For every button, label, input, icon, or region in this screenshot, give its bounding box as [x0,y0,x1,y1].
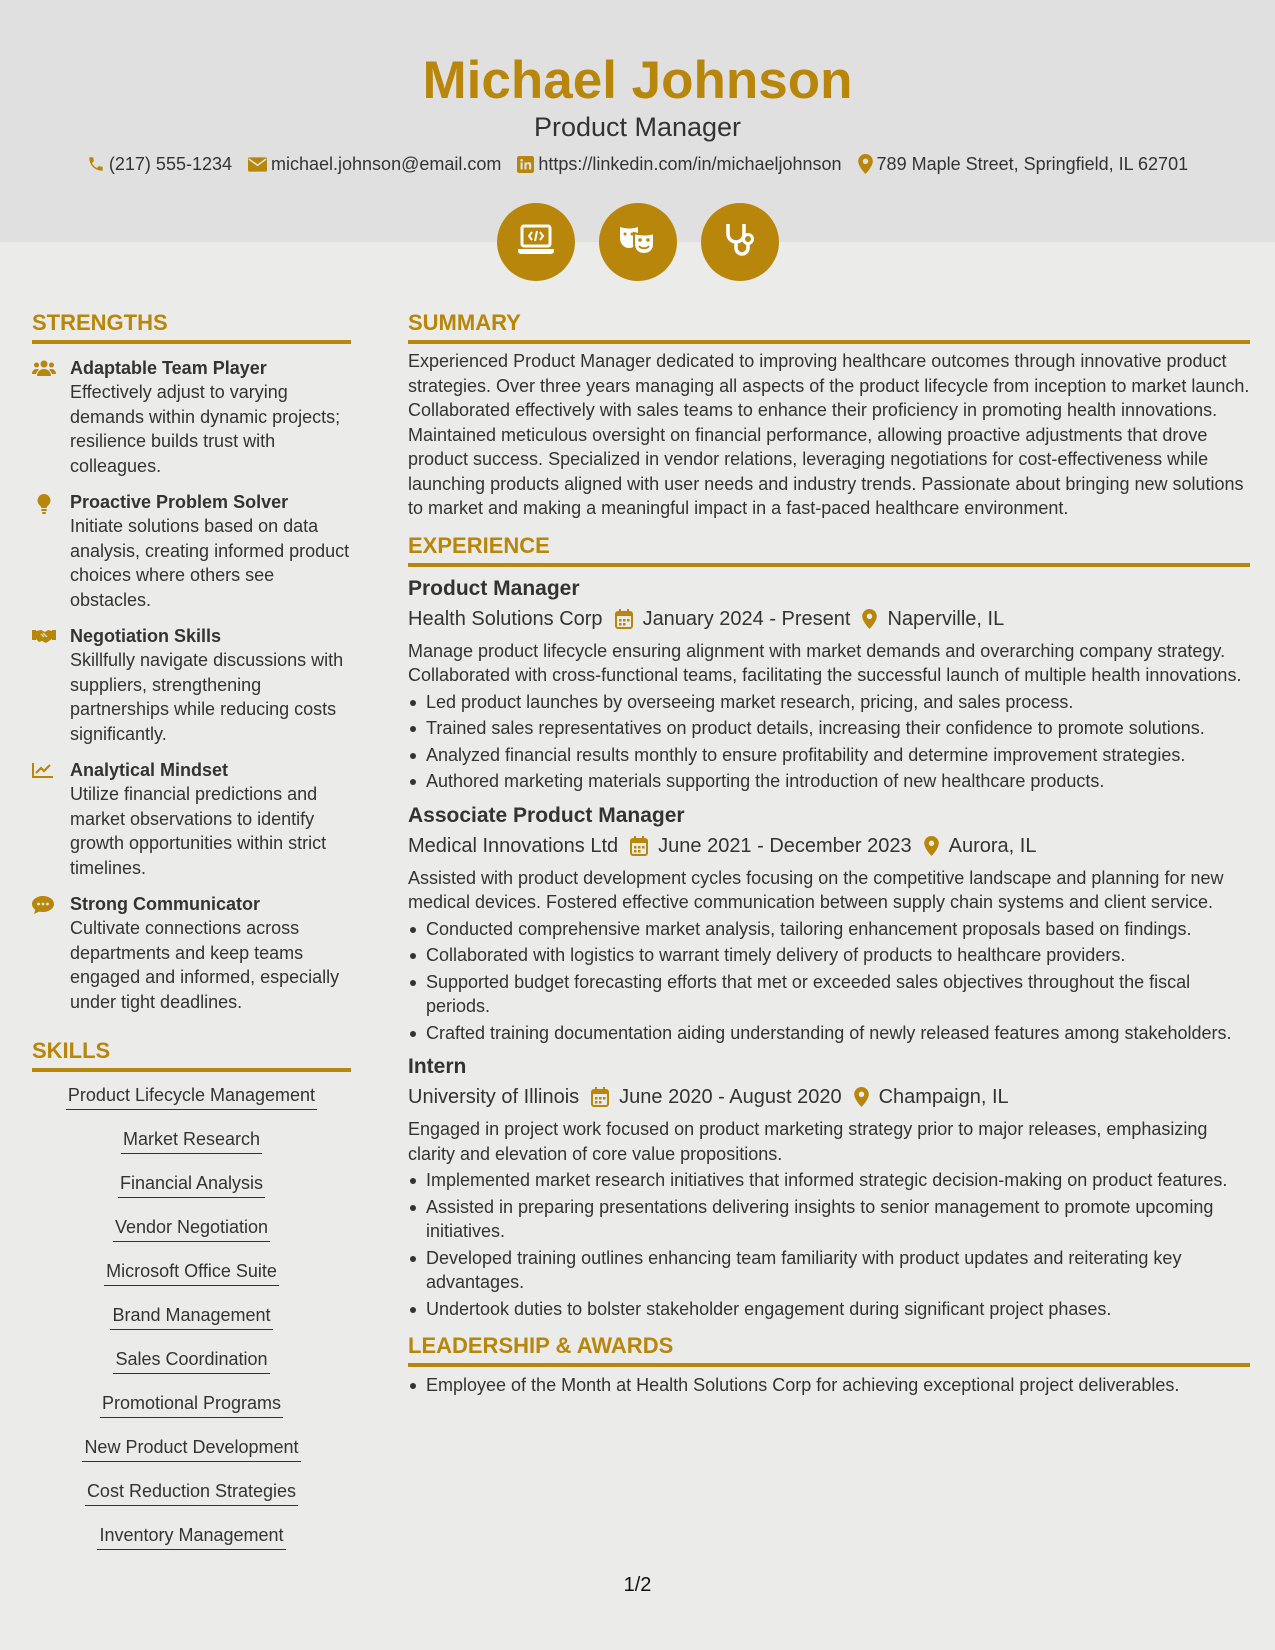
strength-title: Adaptable Team Player [70,358,267,378]
skill-tag: Promotional Programs [100,1390,283,1418]
strengths-heading: STRENGTHS [32,306,351,344]
job-description: Assisted with product development cycles focusing on the competitive landscape and planning for new medical devices. Fostered effective communication between supply chain systems and client service. [408,867,1224,912]
handshake-icon [32,624,70,746]
bullet-item: Crafted training documentation aiding understanding of newly released features among stakeholders. [408,1021,1250,1046]
job-bullets [408,917,1250,1046]
comment-icon [32,892,70,1014]
leadership-heading: LEADERSHIP & AWARDS [408,1329,1250,1367]
bullet-item: Developed training outlines enhancing team familiarity with product updates and reiterating key advantages. [408,1246,1250,1295]
job-dates: June 2021 - December 2023 [658,834,912,857]
bullet-item: Undertook duties to bolster stakeholder engagement during significant project phases. [408,1297,1250,1322]
skill-tag: Product Lifecycle Management [66,1082,317,1110]
skills-heading: SKILLS [32,1034,351,1072]
contact-phone[interactable] [87,152,232,176]
page-number: 1/2 [623,1574,652,1596]
job-description: Engaged in project work focused on product marketing strategy prior to major releases, emphasizing clarity and elevation of core value propositions. [408,1119,1208,1164]
location-pin-icon [854,1087,869,1107]
location-pin-icon [924,836,939,856]
skill-tag: Microsoft Office Suite [104,1258,279,1286]
bullet-item: Analyzed financial results monthly to ensure profitability and determine improvement strategies. [408,743,1250,768]
strength-title: Strong Communicator [70,894,261,914]
skill-tag: Inventory Management [97,1522,285,1550]
right-column [408,306,1250,1400]
strength-item [32,490,351,612]
bullet-item: Conducted comprehensive market analysis, tailoring enhancement proposals based on findings. [408,917,1250,942]
job-description: Manage product lifecycle ensuring alignment with market demands and overarching company strategy. Collaborated with cross-functional teams, facilitating the successful launch of multiple health innovations. [408,640,1242,685]
strength-item [32,892,351,1014]
job-entry [408,1053,1250,1321]
job-company: Medical Innovations Ltd [408,834,619,857]
skill-tag: Financial Analysis [118,1170,265,1198]
contact-address [858,152,1189,176]
skill-tag: Market Research [121,1126,262,1154]
location-pin-icon [862,609,877,629]
summary-heading: SUMMARY [408,306,1250,344]
skill-tag: Brand Management [110,1302,272,1330]
job-entry [408,802,1250,1046]
job-location: Champaign, IL [878,1086,1009,1108]
job-meta [408,605,1250,633]
skill-tag: Vendor Negotiation [113,1214,270,1242]
strength-title: Negotiation Skills [70,626,222,646]
contact-email-text: michael.johnson@email.com [271,154,502,174]
strength-item [32,624,351,746]
strength-item [32,356,351,478]
bullet-item: Assisted in preparing presentations delivering insights to senior management to promote upcoming initiatives. [408,1195,1250,1244]
badge-laptop [497,203,575,281]
strength-desc: Cultivate connections across departments and keep teams engaged and informed, especially under tight deadlines. [70,918,340,1012]
job-location: Aurora, IL [948,834,1037,857]
bullet-item: Trained sales representatives on product details, increasing their confidence to promote solutions. [408,716,1250,741]
contact-bar [0,152,1275,176]
calendar-icon [615,609,633,629]
badge-masks [599,203,677,281]
skill-tag: New Product Development [82,1434,300,1462]
badge-stethoscope [701,203,779,281]
job-title: Associate Product Manager [408,803,685,827]
calendar-icon [630,836,648,856]
strength-title: Analytical Mindset [70,760,229,780]
stethoscope-icon [723,222,757,263]
contact-linkedin-text: https://linkedin.com/in/michaeljohnson [538,154,842,174]
job-dates: January 2024 - Present [642,607,851,630]
users-icon [32,356,70,478]
laptop-code-icon [517,224,555,261]
job-title: Product Manager [408,576,580,600]
skills-list [32,1082,351,1566]
job-entry [408,575,1250,794]
bullet-item: Led product launches by overseeing market research, pricing, and sales process. [408,690,1250,715]
job-meta [408,1083,1250,1111]
award-item: Employee of the Month at Health Solutions Corp for achieving exceptional project deliverables. [408,1373,1250,1398]
job-bullets [408,690,1250,794]
envelope-icon [248,157,267,172]
candidate-role: Product Manager [533,112,742,142]
experience-heading: EXPERIENCE [408,529,1250,567]
linkedin-icon [517,156,534,173]
contact-phone-text: (217) 555-1234 [108,154,232,174]
bullet-item: Authored marketing materials supporting the introduction of new healthcare products. [408,769,1250,794]
candidate-name: Michael Johnson [422,51,853,110]
bullet-item: Implemented market research initiatives that informed strategic decision-making on product features. [408,1168,1250,1193]
location-pin-icon [858,154,873,174]
job-title: Intern [408,1055,467,1078]
strength-desc: Effectively adjust to varying demands within dynamic projects; resilience builds trust with colleagues. [70,382,341,476]
strength-item [32,758,351,880]
strength-desc: Utilize financial predictions and market observations to identify growth opportunities within strict timelines. [70,784,327,878]
left-column [32,306,351,1566]
contact-email[interactable] [248,152,501,176]
skill-tag: Cost Reduction Strategies [85,1478,298,1506]
chart-line-icon [32,758,70,880]
bullet-item: Supported budget forecasting efforts that met or exceeded sales objectives throughout the fiscal periods. [408,970,1250,1019]
lightbulb-icon [32,490,70,612]
job-meta [408,832,1250,860]
phone-icon [87,155,105,173]
summary-text: Experienced Product Manager dedicated to improving healthcare outcomes through innovative product strategies. Over three years managing all aspects of the product lifecycle from inception to market launch. Collaborated effectively with sales teams to enhance their proficiency in promoting health innovations. Maintained meticulous oversight on financial performance, allowing proactive adjustments that drove product success. Specialized in vendor relations, leveraging negotiations for cost-effectiveness while launching products aligned with user needs and industry trends. Passionate about bringing new solutions to market and making a meaningful impact in a fast-paced healthcare environment. [408,351,1250,518]
skill-tag: Sales Coordination [113,1346,269,1374]
job-bullets [408,1168,1250,1321]
strength-desc: Initiate solutions based on data analysis, creating informed product choices where others see obstacles. [70,516,350,610]
strength-desc: Skillfully navigate discussions with suppliers, strengthening partnerships while reducing costs significantly. [70,650,344,744]
job-location: Naperville, IL [887,607,1005,630]
contact-linkedin[interactable] [517,152,841,176]
job-dates: June 2020 - August 2020 [619,1086,842,1108]
job-company: University of Illinois [408,1086,580,1108]
leadership-list [408,1373,1250,1398]
job-company: Health Solutions Corp [408,607,603,630]
interest-badges [0,203,1275,281]
contact-address-text: 789 Maple Street, Springfield, IL 62701 [876,154,1189,174]
theater-masks-icon [618,224,658,261]
calendar-icon [591,1087,609,1107]
bullet-item: Collaborated with logistics to warrant timely delivery of products to healthcare providers. [408,943,1250,968]
strength-title: Proactive Problem Solver [70,492,289,512]
header-band [0,0,1275,242]
